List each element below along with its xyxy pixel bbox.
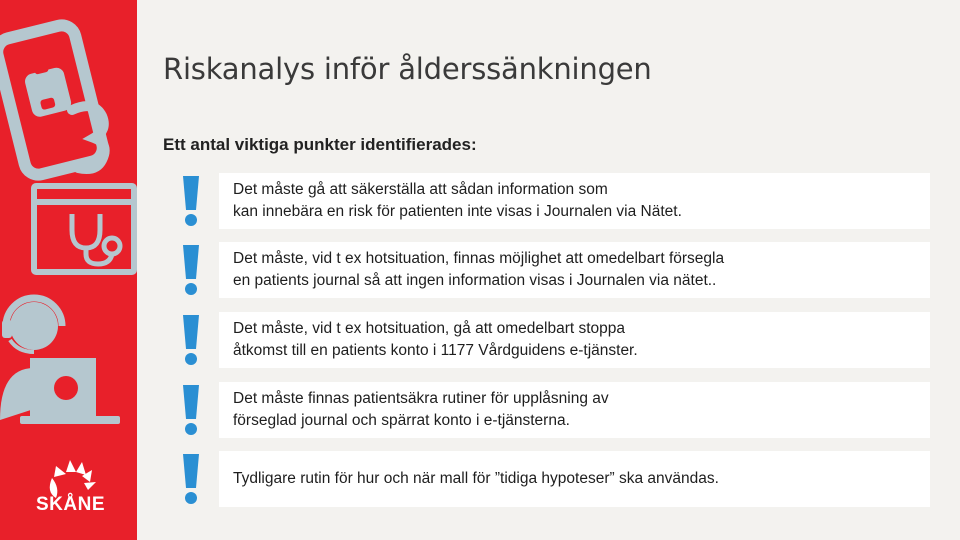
smartphone-icon — [0, 22, 106, 177]
point-line: åtkomst till en patients konto i 1177 Vårdguidens e-tjänster. — [233, 342, 638, 359]
point-item — [163, 382, 930, 438]
point-line: Tydligare rutin för hur och när mall för ”tidiga hypoteser” ska användas. — [233, 470, 719, 487]
exclamation-icon — [163, 173, 219, 229]
point-line: Det måste, vid t ex hotsituation, gå att omedelbart stoppa — [233, 320, 626, 337]
point-text — [233, 248, 923, 292]
point-item — [163, 451, 930, 507]
point-text — [233, 179, 923, 223]
headset-person-laptop-icon — [0, 298, 120, 424]
page-title: Riskanalys inför ålderssänkningen — [163, 52, 652, 86]
exclamation-icon — [163, 451, 219, 507]
browser-stethoscope-icon — [34, 186, 134, 272]
point-line: en patients journal så att ingen information visas i Journalen via nätet.. — [233, 272, 717, 289]
exclamation-icon — [163, 312, 219, 368]
point-line: Det måste, vid t ex hotsituation, finnas möjlighet att omedelbart försegla — [233, 250, 725, 267]
point-text — [233, 318, 923, 362]
logo-text: SKÅNE — [36, 494, 106, 515]
subtitle: Ett antal viktiga punkter identifierades: — [163, 135, 477, 154]
point-text — [233, 468, 923, 490]
point-line: förseglad journal och spärrat konto i e-tjänsterna. — [233, 412, 570, 429]
exclamation-icon — [163, 242, 219, 298]
point-line: Det måste finnas patientsäkra rutiner för upplåsning av — [233, 390, 609, 407]
sidebar — [0, 0, 137, 540]
region-skane-logo-icon — [50, 460, 96, 498]
sidebar-illustrations — [0, 0, 137, 540]
point-line: Det måste gå att säkerställa att sådan information som — [233, 181, 608, 198]
point-item — [163, 242, 930, 298]
point-item — [163, 173, 930, 229]
point-line: kan innebära en risk för patienten inte visas i Journalen via Nätet. — [233, 203, 682, 220]
exclamation-icon — [163, 382, 219, 438]
point-text — [233, 388, 923, 432]
point-item — [163, 312, 930, 368]
